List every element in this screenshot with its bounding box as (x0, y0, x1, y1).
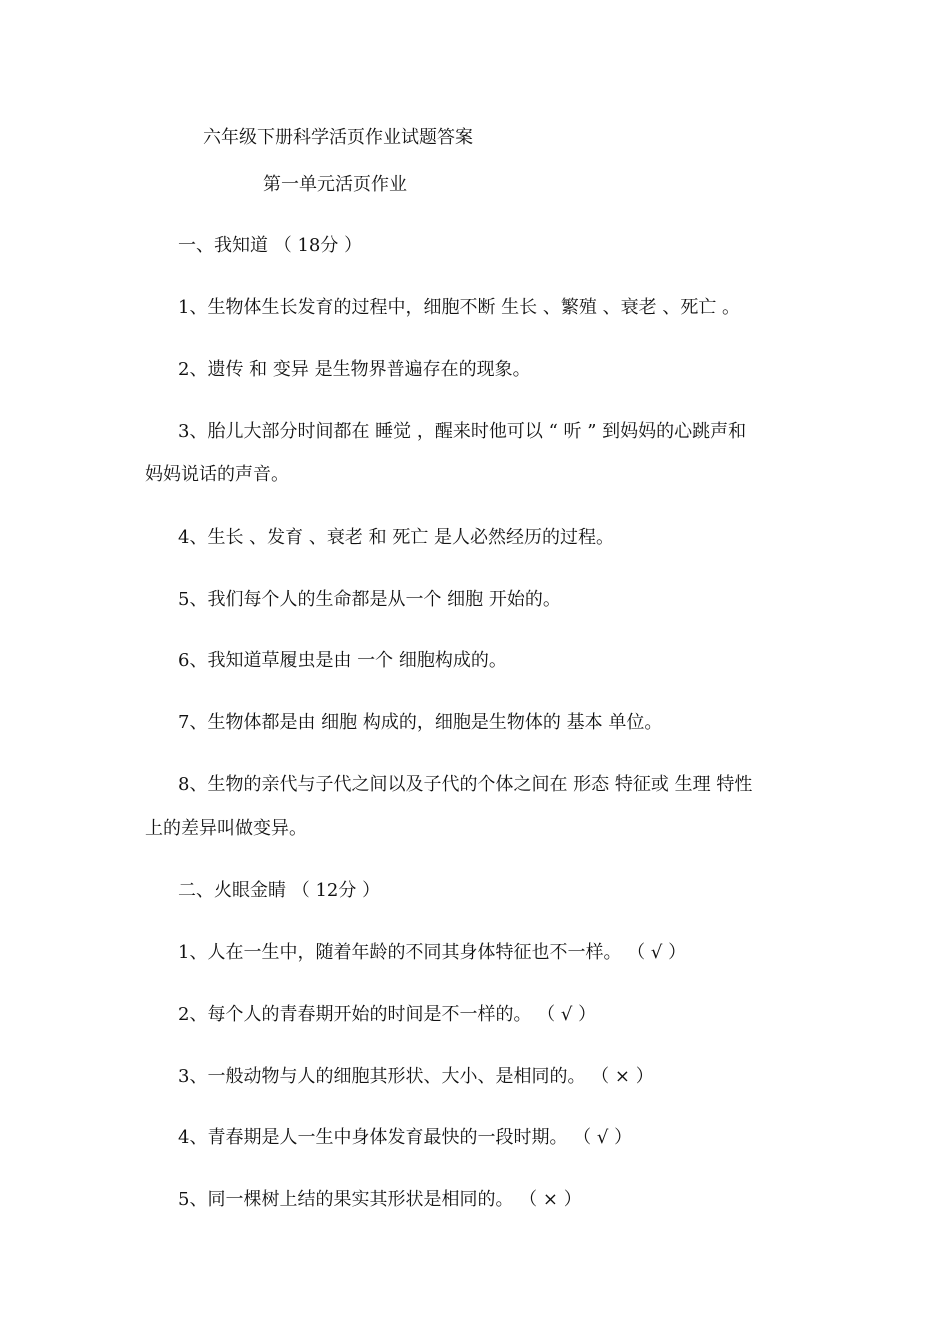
question-1-7: 7、生物体都是由 细胞 构成的，细胞是生物体的 基本 单位。 (178, 712, 663, 733)
unit-subtitle: 第一单元活页作业 (263, 174, 407, 195)
question-1-8: 8、生物的亲代与子代之间以及子代的个体之间在 形态 特征或 生理 特性 (178, 774, 753, 795)
question-1-4: 4、生长 、发育 、衰老 和 死亡 是人必然经历的过程。 (178, 527, 615, 548)
question-2-5: 5、同一棵树上结的果实其形状是相同的。 （ × ） (178, 1189, 582, 1210)
question-1-2: 2、遗传 和 变异 是生物界普遍存在的现象。 (178, 359, 531, 380)
question-1-6: 6、我知道草履虫是由 一个 细胞构成的。 (178, 650, 507, 671)
question-1-5: 5、我们每个人的生命都是从一个 细胞 开始的。 (178, 589, 561, 610)
page-title: 六年级下册科学活页作业试题答案 (203, 127, 473, 148)
section-heading-2: 二、火眼金睛 （ 12分 ） (178, 880, 381, 901)
question-1-8-continued: 上的差异叫做变异。 (145, 818, 307, 839)
question-2-1: 1、人在一生中，随着年龄的不同其身体特征也不一样。 （ √ ） (178, 942, 687, 963)
question-2-2: 2、每个人的青春期开始的时间是不一样的。 （ √ ） (178, 1004, 597, 1025)
question-1-3-continued: 妈妈说话的声音。 (145, 464, 289, 485)
question-2-3: 3、一般动物与人的细胞其形状、大小、是相同的。 （ × ） (178, 1066, 654, 1087)
section-heading-1: 一、我知道 （ 18分 ） (178, 235, 363, 256)
question-1-3: 3、胎儿大部分时间都在 睡觉 ，醒来时他可以 “ 听 ” 到妈妈的心跳声和 (178, 421, 747, 442)
question-2-4: 4、青春期是人一生中身体发育最快的一段时期。 （ √ ） (178, 1127, 633, 1148)
question-1-1: 1、生物体生长发育的过程中，细胞不断 生长 、繁殖 、衰老 、死亡 。 (178, 297, 741, 318)
